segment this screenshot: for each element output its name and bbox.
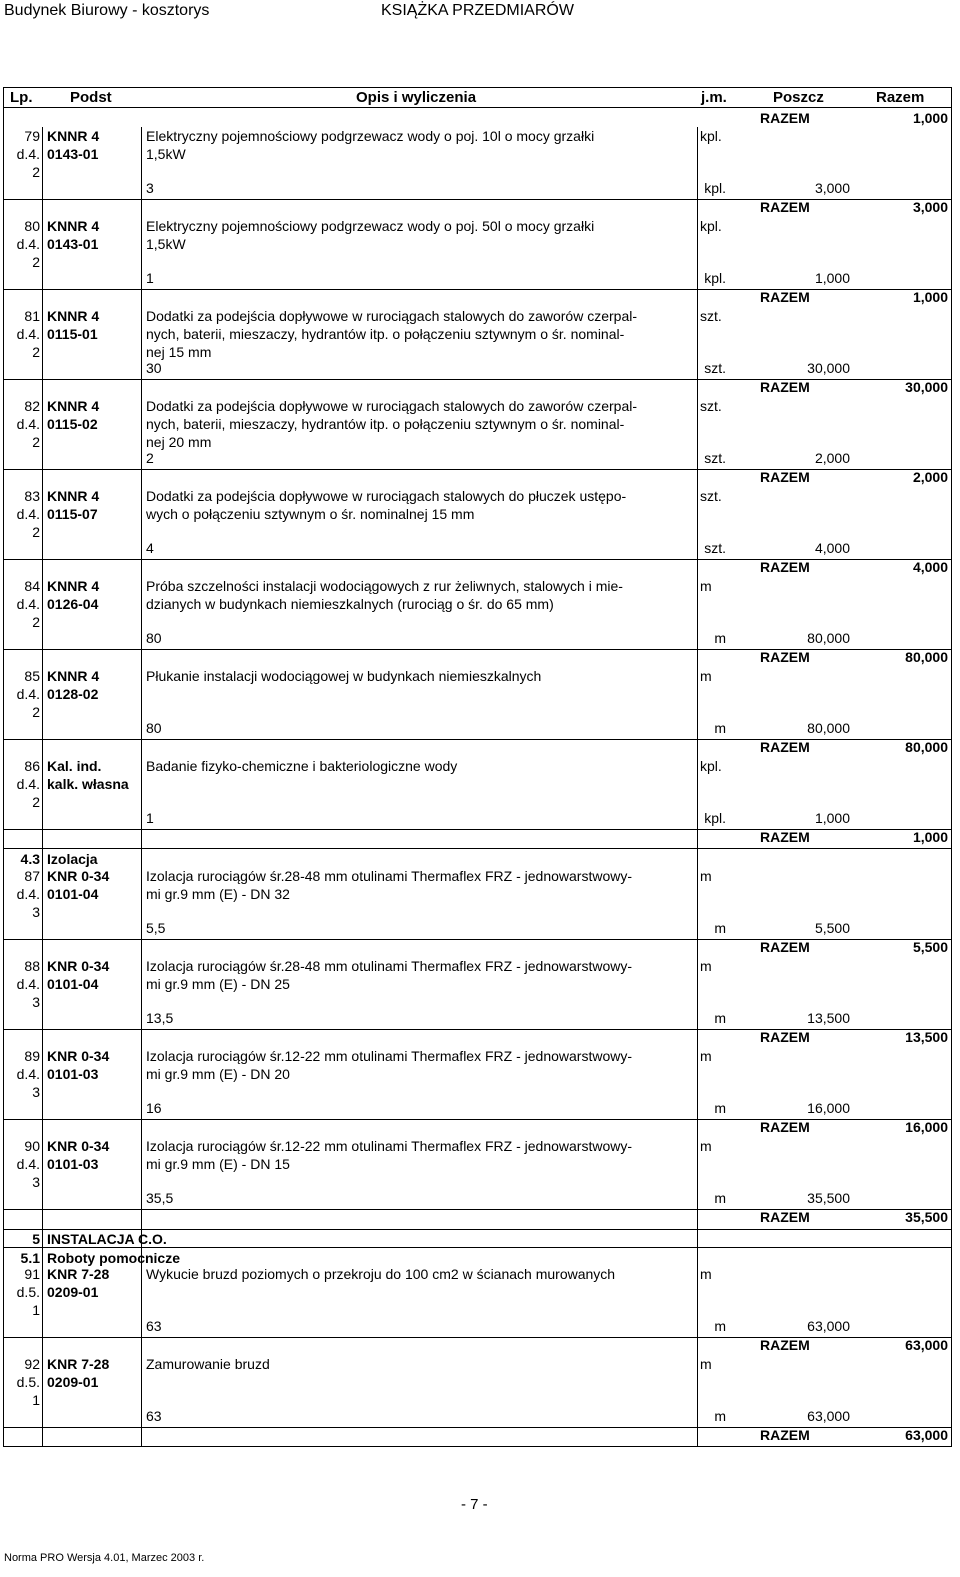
column-divider <box>697 127 698 1447</box>
item-description: dzianych w budynkach niemieszkalnych (rurociąg o śr. do 65 mm) <box>146 596 554 612</box>
item-unit: m <box>700 668 712 684</box>
item-quantity: 13,5 <box>146 1010 174 1026</box>
razem-label: RAZEM <box>760 559 810 575</box>
item-subtotal: 16,000 <box>807 1100 850 1116</box>
item-lp: 90 <box>24 1138 40 1154</box>
item-quantity: 1 <box>146 810 154 826</box>
item-basis: KNNR 4 <box>47 128 100 144</box>
item-total: 30,000 <box>905 379 948 395</box>
item-lp: 1 <box>32 1302 40 1318</box>
item-total: 1,000 <box>912 829 948 845</box>
item-quantity: 80 <box>146 720 162 736</box>
item-basis: KNNR 4 <box>47 668 100 684</box>
item-lp: d.5. <box>16 1284 40 1300</box>
razem-label: RAZEM <box>760 1119 810 1135</box>
item-lp: 2 <box>32 344 40 360</box>
item-lp: 88 <box>24 958 40 974</box>
razem-label: RAZEM <box>760 1029 810 1045</box>
item-quantity: 2 <box>146 450 154 466</box>
item-lp: 86 <box>24 758 40 774</box>
item-basis: KNR 7-28 <box>47 1356 110 1372</box>
item-lp: d.4. <box>16 976 40 992</box>
item-lp: 84 <box>24 578 40 594</box>
item-unit: kpl. <box>700 758 722 774</box>
item-lp: 89 <box>24 1048 40 1064</box>
razem-label: RAZEM <box>760 379 810 395</box>
item-lp: d.4. <box>16 416 40 432</box>
item-lp: d.4. <box>16 236 40 252</box>
item-subtotal: 35,500 <box>807 1190 850 1206</box>
item-unit: m <box>700 578 712 594</box>
item-calc-unit: kpl. <box>704 270 726 286</box>
item-calc-unit: szt. <box>704 540 726 556</box>
col-razem: Razem <box>876 89 925 106</box>
item-basis: 0143-01 <box>47 146 99 162</box>
item-basis: 0101-04 <box>47 976 99 992</box>
item-total: 35,500 <box>905 1209 948 1225</box>
item-subtotal: 13,500 <box>807 1010 850 1026</box>
item-description: nych, baterii, mieszaczy, hydrantów itp. o połączeniu sztywnym o śr. nominal- <box>146 326 625 342</box>
razem-label: RAZEM <box>760 1209 810 1225</box>
item-subtotal: 5,500 <box>814 920 850 936</box>
section-title: INSTALACJA C.O. <box>47 1231 167 1247</box>
item-description: 1,5kW <box>146 146 186 162</box>
item-lp: d.4. <box>16 776 40 792</box>
razem-label: RAZEM <box>760 199 810 215</box>
item-calc-unit: m <box>714 1408 726 1424</box>
item-lp: d.4. <box>16 596 40 612</box>
item-unit: m <box>700 1356 712 1372</box>
item-calc-unit: m <box>714 920 726 936</box>
item-basis: 0101-03 <box>47 1156 99 1172</box>
item-subtotal: 63,000 <box>807 1408 850 1424</box>
item-lp: 3 <box>32 1084 40 1100</box>
col-jm: j.m. <box>701 89 727 106</box>
item-unit: m <box>700 1048 712 1064</box>
item-total: 3,000 <box>912 199 948 215</box>
item-lp: d.4. <box>16 686 40 702</box>
item-lp: 83 <box>24 488 40 504</box>
item-lp: 2 <box>32 524 40 540</box>
item-lp: d.4. <box>16 326 40 342</box>
column-divider <box>42 127 43 1447</box>
item-calc-unit: m <box>714 720 726 736</box>
item-unit: kpl. <box>700 218 722 234</box>
col-podst: Podst <box>70 89 112 106</box>
section-title: Izolacja <box>47 851 98 867</box>
item-calc-unit: m <box>714 1318 726 1334</box>
item-lp: 82 <box>24 398 40 414</box>
item-basis: 0128-02 <box>47 686 99 702</box>
item-calc-unit: kpl. <box>704 810 726 826</box>
item-description: Izolacja rurociągów śr.28-48 mm otulinami Thermaflex FRZ - jednowarstwowy- <box>146 868 633 884</box>
item-description: Elektryczny pojemnościowy podgrzewacz wody o poj. 50l o mocy grzałki <box>146 218 595 234</box>
item-basis: KNR 0-34 <box>47 958 110 974</box>
item-basis: KNNR 4 <box>47 218 100 234</box>
item-basis: 0209-01 <box>47 1284 99 1300</box>
razem-label: RAZEM <box>760 289 810 305</box>
item-subtotal: 30,000 <box>807 360 850 376</box>
item-basis: 0101-04 <box>47 886 99 902</box>
col-opis: Opis i wyliczenia <box>356 89 477 106</box>
item-total: 5,500 <box>912 939 948 955</box>
item-basis: KNNR 4 <box>47 398 100 414</box>
item-unit: szt. <box>700 308 722 324</box>
item-subtotal: 80,000 <box>807 720 850 736</box>
item-basis: KNR 0-34 <box>47 1138 110 1154</box>
item-description: mi gr.9 mm (E) - DN 32 <box>146 886 290 902</box>
razem-label: RAZEM <box>760 1337 810 1353</box>
item-calc-unit: szt. <box>704 450 726 466</box>
page-number: - 7 - <box>461 1496 488 1513</box>
item-lp: 1 <box>32 1392 40 1408</box>
item-total: 80,000 <box>905 739 948 755</box>
item-lp: 2 <box>32 434 40 450</box>
item-subtotal: 80,000 <box>807 630 850 646</box>
item-description: Próba szczelności instalacji wodociągowych z rur żeliwnych, stalowych i mie- <box>146 578 623 594</box>
item-subtotal: 4,000 <box>814 540 850 556</box>
item-description: Izolacja rurociągów śr.12-22 mm otulinami Thermaflex FRZ - jednowarstwowy- <box>146 1138 633 1154</box>
razem-total: 1,000 <box>912 110 948 126</box>
item-quantity: 30 <box>146 360 162 376</box>
razem-label: RAZEM <box>760 939 810 955</box>
item-quantity: 63 <box>146 1408 162 1424</box>
razem-label: RAZEM <box>760 469 810 485</box>
item-calc-unit: m <box>714 1010 726 1026</box>
item-lp: 2 <box>32 164 40 180</box>
item-basis: KNNR 4 <box>47 308 100 324</box>
item-subtotal: 1,000 <box>814 270 850 286</box>
item-description: Badanie fizyko-chemiczne i bakteriologiczne wody <box>146 758 458 774</box>
item-description: Płukanie instalacji wodociągowej w budynkach niemieszkalnych <box>146 668 542 684</box>
razem-label: RAZEM <box>760 1427 810 1443</box>
section-title: Roboty pomocnicze <box>47 1250 181 1266</box>
item-basis: KNNR 4 <box>47 578 100 594</box>
item-basis: 0126-04 <box>47 596 99 612</box>
razem-label: RAZEM <box>760 649 810 665</box>
item-lp: d.4. <box>16 886 40 902</box>
item-lp: d.4. <box>16 1066 40 1082</box>
item-description: Dodatki za podejścia dopływowe w rurociągach stalowych do zaworów czerpal- <box>146 308 638 324</box>
item-basis: 0209-01 <box>47 1374 99 1390</box>
item-lp: d.4. <box>16 506 40 522</box>
document-title: Budynek Biurowy - kosztorys <box>4 2 210 19</box>
item-unit: m <box>700 1138 712 1154</box>
item-quantity: 35,5 <box>146 1190 174 1206</box>
item-lp: d.4. <box>16 1156 40 1172</box>
item-calc-unit: m <box>714 1100 726 1116</box>
item-unit: szt. <box>700 398 722 414</box>
item-lp: 2 <box>32 254 40 270</box>
item-quantity: 5,5 <box>146 920 166 936</box>
item-unit: szt. <box>700 488 722 504</box>
item-basis: kalk. własna <box>47 776 129 792</box>
item-lp: d.4. <box>16 146 40 162</box>
item-lp: 80 <box>24 218 40 234</box>
item-description: mi gr.9 mm (E) - DN 15 <box>146 1156 290 1172</box>
item-total: 1,000 <box>912 289 948 305</box>
item-total: 16,000 <box>905 1119 948 1135</box>
item-total: 63,000 <box>905 1337 948 1353</box>
item-total: 4,000 <box>912 559 948 575</box>
item-unit: m <box>700 958 712 974</box>
book-title: KSIĄŻKA PRZEDMIARÓW <box>381 2 574 19</box>
item-unit: m <box>700 1266 712 1282</box>
item-total: 63,000 <box>905 1427 948 1443</box>
item-total: 80,000 <box>905 649 948 665</box>
item-basis: KNNR 4 <box>47 488 100 504</box>
item-description: wych o połączeniu sztywnym o śr. nominalnej 15 mm <box>146 506 475 522</box>
item-basis: KNR 0-34 <box>47 1048 110 1064</box>
item-lp: 92 <box>24 1356 40 1372</box>
razem-label: RAZEM <box>760 110 810 126</box>
item-unit: kpl. <box>700 128 722 144</box>
item-description: Dodatki za podejścia dopływowe w rurociągach stalowych do zaworów czerpal- <box>146 398 638 414</box>
item-quantity: 16 <box>146 1100 162 1116</box>
item-calc-unit: m <box>714 630 726 646</box>
item-lp: 2 <box>32 704 40 720</box>
item-lp: 2 <box>32 614 40 630</box>
item-total: 2,000 <box>912 469 948 485</box>
software-version: Norma PRO Wersja 4.01, Marzec 2003 r. <box>4 1552 205 1564</box>
item-basis: 0115-01 <box>47 326 98 342</box>
item-description: Izolacja rurociągów śr.12-22 mm otulinami Thermaflex FRZ - jednowarstwowy- <box>146 1048 633 1064</box>
col-poszcz: Poszcz <box>773 89 824 106</box>
item-description: mi gr.9 mm (E) - DN 25 <box>146 976 290 992</box>
item-lp: 87 <box>24 868 40 884</box>
item-basis: KNR 7-28 <box>47 1266 110 1282</box>
razem-label: RAZEM <box>760 829 810 845</box>
item-basis: KNR 0-34 <box>47 868 110 884</box>
item-subtotal: 63,000 <box>807 1318 850 1334</box>
item-quantity: 63 <box>146 1318 162 1334</box>
item-description: Zamurowanie bruzd <box>146 1356 270 1372</box>
item-lp: 85 <box>24 668 40 684</box>
item-description: Wykucie bruzd poziomych o przekroju do 100 cm2 w ścianach murowanych <box>146 1266 616 1282</box>
item-unit: m <box>700 868 712 884</box>
item-basis: 0115-02 <box>47 416 98 432</box>
item-description: Elektryczny pojemnościowy podgrzewacz wody o poj. 10l o mocy grzałki <box>146 128 595 144</box>
section-number: 4.3 <box>20 851 40 867</box>
item-lp: d.5. <box>16 1374 40 1390</box>
item-lp: 3 <box>32 994 40 1010</box>
header-divider <box>3 107 952 108</box>
item-basis: 0143-01 <box>47 236 99 252</box>
item-quantity: 80 <box>146 630 162 646</box>
row-divider <box>3 848 952 849</box>
item-description: Dodatki za podejścia dopływowe w rurociągach stalowych do płuczek ustępo- <box>146 488 627 504</box>
item-basis: 0115-07 <box>47 506 98 522</box>
item-quantity: 4 <box>146 540 154 556</box>
item-lp: 81 <box>24 308 40 324</box>
col-lp: Lp. <box>10 89 33 106</box>
item-description: mi gr.9 mm (E) - DN 20 <box>146 1066 290 1082</box>
section-number: 5 <box>32 1231 40 1247</box>
item-lp: 3 <box>32 1174 40 1190</box>
razem-label: RAZEM <box>760 739 810 755</box>
item-lp: 79 <box>24 128 40 144</box>
item-quantity: 1 <box>146 270 154 286</box>
item-description: nych, baterii, mieszaczy, hydrantów itp. o połączeniu sztywnym o śr. nominal- <box>146 416 625 432</box>
item-description: nej 15 mm <box>146 344 212 360</box>
item-calc-unit: szt. <box>704 360 726 376</box>
item-subtotal: 1,000 <box>814 810 850 826</box>
item-description: Izolacja rurociągów śr.28-48 mm otulinami Thermaflex FRZ - jednowarstwowy- <box>146 958 633 974</box>
item-subtotal: 2,000 <box>814 450 850 466</box>
item-basis: 0101-03 <box>47 1066 99 1082</box>
section-number: 5.1 <box>20 1250 40 1266</box>
item-lp: 91 <box>24 1266 40 1282</box>
item-lp: 2 <box>32 794 40 810</box>
item-lp: 3 <box>32 904 40 920</box>
item-subtotal: 3,000 <box>814 180 850 196</box>
item-quantity: 3 <box>146 180 154 196</box>
item-calc-unit: kpl. <box>704 180 726 196</box>
item-description: nej 20 mm <box>146 434 212 450</box>
item-basis: Kal. ind. <box>47 758 102 774</box>
item-total: 13,500 <box>905 1029 948 1045</box>
item-description: 1,5kW <box>146 236 186 252</box>
item-calc-unit: m <box>714 1190 726 1206</box>
